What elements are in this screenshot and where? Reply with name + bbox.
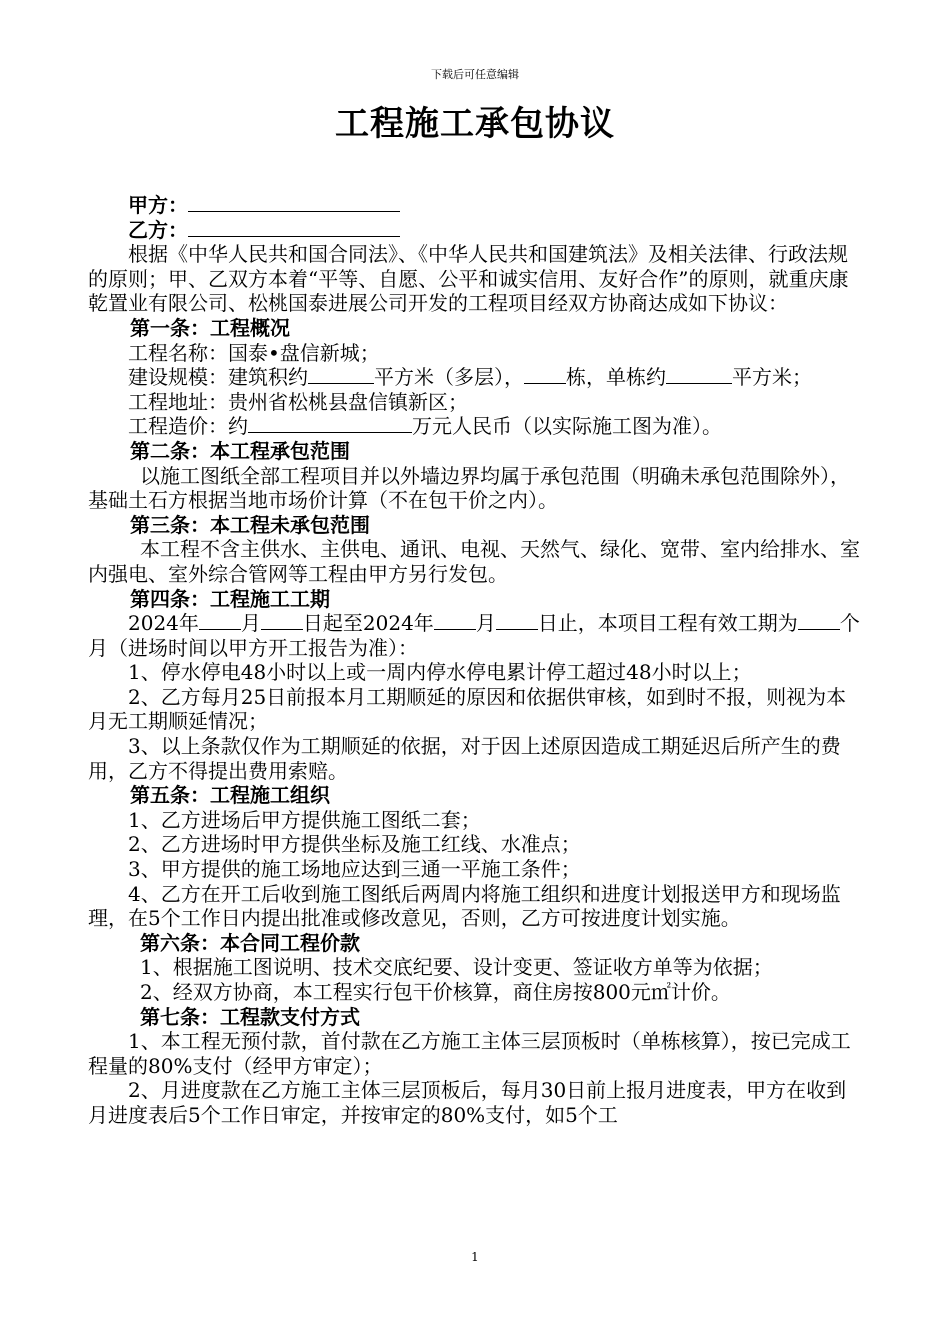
- page-number: 1: [471, 1250, 479, 1264]
- scale-unit: 平方米（多层），: [374, 365, 524, 390]
- article-2-heading: 第二条：本工程承包范围: [130, 438, 350, 463]
- construction-period: [88, 611, 860, 660]
- preamble: 根据《中华人民共和国合同法》、《中华人民共和国建筑法》及相关法律、行政法规的原则；甲、乙双方本着“平等、自愿、公平和诚实信用、友好合作”的原则，就重庆康乾置业有限公司、松桃国泰进展公司开发的工程项目经双方协商达成如下协议：: [88, 242, 849, 316]
- period-months-text: 个月（进场时间以甲方开工报告为准）：: [88, 611, 860, 660]
- months-blank: [798, 611, 840, 630]
- period-start-year: 2024年: [128, 611, 199, 636]
- article-3-heading: 第三条：本工程未承包范围: [130, 512, 370, 537]
- party-a-blank: [188, 193, 400, 212]
- single-area-blank: [666, 365, 732, 384]
- start-day-blank: [261, 611, 303, 630]
- cost-unit: 万元人民币（以实际施工图为准）。: [412, 414, 722, 439]
- period-end-text: 日止，本项目工程有效工期为: [537, 611, 798, 636]
- scale-label: 建设规模：建筑积约: [128, 365, 308, 390]
- project-cost: [88, 414, 860, 439]
- area-blank: [308, 365, 374, 384]
- article-5-item-1: 1、乙方进场后甲方提供施工图纸二套；: [128, 807, 481, 832]
- article-5-item-2: 2、乙方进场时甲方提供坐标及施工红线、水准点；: [128, 832, 581, 857]
- project-name: 工程名称：国泰•盘信新城；: [128, 340, 380, 365]
- scale-unit-2: 平方米；: [732, 365, 812, 390]
- article-7-item-2: 2、月进度款在乙方施工主体三层顶板后，每月30日前上报月进度表，甲方在收到月进度表后5个工作日审定，并按审定的80%支付，如5个工: [88, 1078, 847, 1127]
- scale-single: 栋，单栋约: [566, 365, 666, 390]
- document-body: [88, 193, 860, 1128]
- period-month: 月: [240, 611, 261, 636]
- cost-blank: [248, 414, 412, 433]
- article-7-heading: 第七条：工程款支付方式: [140, 1004, 360, 1029]
- article-5-heading: 第五条：工程施工组织: [130, 783, 330, 808]
- party-a-label: 甲方：: [128, 193, 188, 217]
- period-end-year: 日起至2024年: [302, 611, 434, 636]
- article-6-heading: 第六条：本合同工程价款: [140, 930, 360, 955]
- article-4-item-3: 3、以上条款仅作为工期顺延的依据，对于因上述原因造成工期延迟后所产生的费用，乙方不得提出费用索赔。: [88, 734, 841, 783]
- end-day-blank: [496, 611, 538, 630]
- end-month-blank: [434, 611, 476, 630]
- article-4-item-1: 1、停水停电48小时以上或一周内停水停电累计停工超过48小时以上；: [128, 660, 752, 685]
- party-b-line: [88, 218, 860, 243]
- period-end-month: 月: [475, 611, 496, 636]
- article-6-item-2: 2、经双方协商，本工程实行包干价核算，商住房按800元㎡计价。: [140, 980, 731, 1004]
- article-2-text: 以施工图纸全部工程项目并以外墙边界均属于承包范围（明确未承包范围除外），基础土石方根据当地市场价计算（不在包干价之内）。: [88, 463, 850, 513]
- article-5-item-3: 3、甲方提供的施工场地应达到三通一平施工条件；: [128, 857, 581, 882]
- article-1-heading: 第一条：工程概况: [130, 315, 290, 340]
- project-scale: [88, 365, 860, 390]
- article-4-item-2: 2、乙方每月25日前报本月工期顺延的原因和依据供审核，如到时不报，则视为本月无工期顺延情况；: [88, 684, 847, 734]
- project-address: 工程地址：贵州省松桃县盘信镇新区；: [128, 389, 468, 414]
- party-a-line: [88, 193, 860, 218]
- article-4-heading: 第四条：工程施工工期: [130, 586, 330, 611]
- article-5-item-4: 4、乙方在开工后收到施工图纸后两周内将施工组织和进度计划报送甲方和现场监理，在5个工作日内提出批准或修改意见，否则，乙方可按进度计划实施。: [88, 881, 841, 931]
- start-month-blank: [199, 611, 241, 630]
- cost-label: 工程造价：约: [128, 414, 248, 439]
- party-b-label: 乙方：: [128, 217, 188, 242]
- article-7-item-1: 1、本工程无预付款，首付款在乙方施工主体三层顶板时（单栋核算），按已完成工程量的80%支付（经甲方审定）；: [88, 1029, 851, 1078]
- party-b-blank: [188, 218, 400, 237]
- building-count-blank: [524, 365, 566, 384]
- header-note: 下载后可任意编辑: [431, 68, 519, 81]
- document-title: 工程施工承包协议: [335, 104, 615, 144]
- article-3-text: 本工程不含主供水、主供电、通讯、电视、天然气、绿化、宽带、室内给排水、室内强电、室外综合管网等工程由甲方另行发包。: [88, 537, 860, 586]
- article-6-item-1: 1、根据施工图说明、技术交底纪要、设计变更、签证收方单等为依据；: [140, 955, 773, 980]
